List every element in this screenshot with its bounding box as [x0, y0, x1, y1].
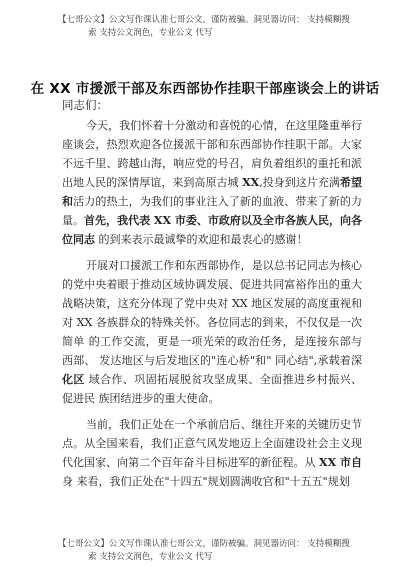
text-run: 当前，我们正处在一个承前启后、继往开来的关键历史节点。从全国来看，我们正意气风发地迈上全面建设社会主义现代化国家、向第二个百年奋斗目标进军的新征程。从 — [62, 418, 362, 469]
text-run: ,投身到这片充满 — [259, 176, 340, 189]
text-run: 的到来表示最诚挚的欢迎和最衷心的感谢！ — [95, 233, 308, 246]
paragraph-3 — [62, 415, 362, 491]
text-run: 化区 — [62, 373, 85, 386]
footer-watermark-banner — [58, 538, 358, 564]
text-run: 身 来看，我们正处在"十四五"规划圆满收官和"十五五"规划 — [62, 475, 350, 488]
text-run: 希望和 — [62, 176, 363, 208]
salutation: 同志们： — [62, 98, 108, 112]
paragraph-1 — [62, 116, 362, 249]
header-watermark-banner — [58, 14, 358, 40]
text-run: 开展对口援派工作和东西部协作，是以总书记同志为核心的党中央着眼于推动区域协调发展、促进共同富裕作出的重大战略决策，这充分体现了党中央对 XX 地区发展的高度重视和对 XX 各族群众的特殊关怀。各位同志的到来，不仅仅是一次简单 的工作交流，更是一项光荣的政治任务，是连接东部与西部、 发达地区与后发地区的"连心桥"和" 同心结",承载着深 — [62, 259, 362, 367]
text-run: 域合作、巩固拓展脱贫攻坚成果、全面推进乡村振兴、促进民 族团结进步的重大使命。 — [62, 373, 362, 405]
banner-line-1: 【七哥公文】公文写作课认准七哥公文，谨防被骗。洞见器访问： 支持模糊搜 — [58, 15, 350, 25]
text-run: XX 市自 — [319, 456, 362, 469]
document-body — [62, 116, 362, 498]
banner-line-2: 索 支持公文润色，专业公文 代写 — [88, 552, 213, 562]
text-run: XX — [242, 176, 260, 189]
text-run: 首先，我代表 XX 市委、市政府以及全市各族人民，向各位同志 — [62, 214, 363, 246]
text-run: 今天，我们怀着十分激动和喜悦的心情，在这里隆重举行座谈会，热烈欢迎各位援派干部和东西部协作挂职干部。大家不远千里、跨越山海，响应党的号召，肩负着组织的重托和派出地人民的深情厚谊，来到高原古城 — [62, 119, 362, 189]
text-run: 活力的热土，为我们的事业注入了新的血液、带来了新的力量。 — [62, 195, 363, 227]
document-title: 在 XX 市援派干部及东西部协作挂职干部座谈会上的讲话 — [30, 81, 380, 97]
banner-line-1: 【七哥公文】公文写作课认准七哥公文，谨防被骗。洞见器访问： 支持模糊搜 — [58, 539, 350, 549]
banner-line-2: 索 支持公文润色，专业公文 代写 — [88, 28, 213, 38]
paragraph-2 — [62, 256, 362, 408]
